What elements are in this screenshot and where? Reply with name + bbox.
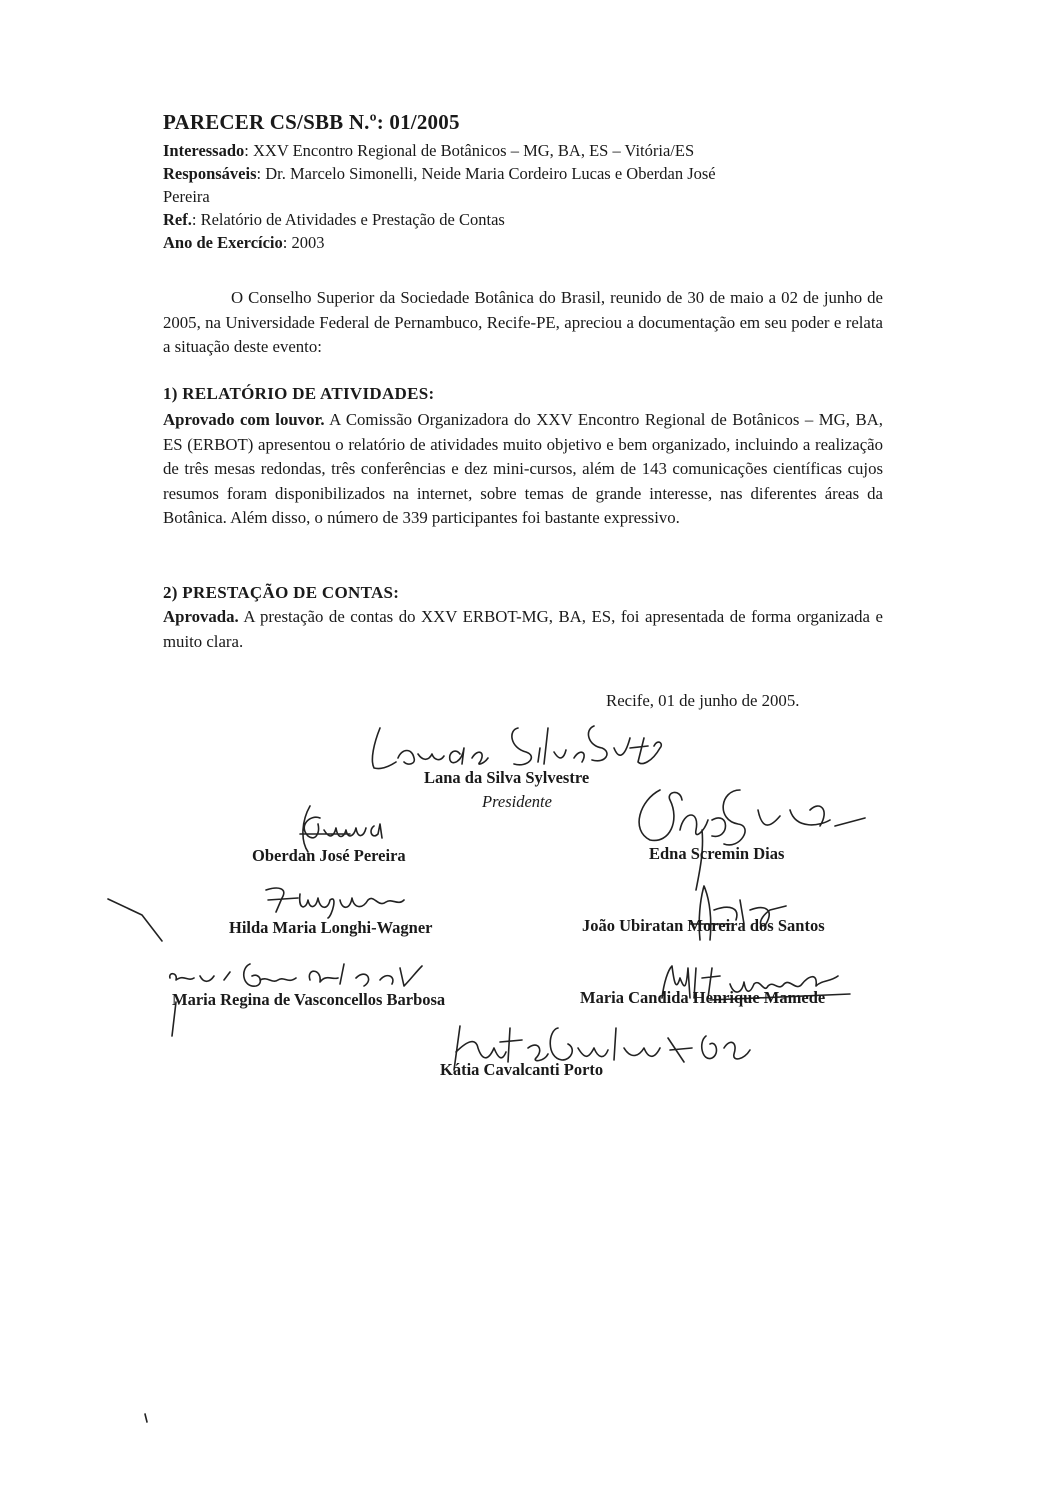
signatory-joao: João Ubiratan Moreira dos Santos [582,916,825,935]
signatory-hilda: Hilda Maria Longhi-Wagner [229,918,433,937]
section1-lead: Aprovado com louvor. [163,410,325,429]
responsaveis-line [163,163,716,185]
section1-paragraph [163,408,883,531]
responsaveis-label: Responsáveis [163,164,257,183]
interessado-line [163,140,694,162]
document-title: PARECER CS/SBB N.º: 01/2005 [163,110,460,134]
signatory-president-name: Lana da Silva Sylvestre [424,768,590,787]
signatory-katia: Kátia Cavalcanti Porto [440,1060,604,1079]
ref-value: : Relatório de Atividades e Prestação de Contas [191,210,505,229]
signatory-president-role: Presidente [482,792,552,811]
signatory-oberdan: Oberdan José Pereira [252,846,406,865]
section1-heading: 1) RELATÓRIO DE ATIVIDADES: [163,384,435,403]
signature-hilda [258,880,408,920]
date-line: Recife, 01 de junho de 2005. [606,691,800,710]
section1-body: A Comissão Organizadora do XXV Encontro Regional de Botânicos – MG, BA, ES (ERBOT) apresentou o relatório de atividades muito objetivo e bem organizado, incluindo a realização de três mesas redondas, três conferências e dez mini-cursos, além de 143 comunicações científicas cujos resumos foram disponibilizados na internet, sobre temas de grande interesse, nas diferentes áreas da Botânica. Além disso, o número de 339 participantes foi bastante expressivo. [163,410,883,527]
pen-stroke-mark [106,895,166,945]
signature-edna [620,770,870,890]
interessado-value: : XXV Encontro Regional de Botânicos – MG, BA, ES – Vitória/ES [244,141,695,160]
ref-line [163,209,505,231]
intro-paragraph: O Conselho Superior da Sociedade Botânica do Brasil, reunido de 30 de maio a 02 de junho de 2005, na Universidade Federal de Pernambuco, Recife-PE, apreciou a documentação em seu poder e relata a situação deste evento: [163,288,883,356]
signatory-maria-candida: Maria Candida Henrique Mamede [580,988,826,1007]
stray-mark [142,1412,152,1426]
interessado-label: Interessado [163,141,245,160]
responsaveis-value: : Dr. Marcelo Simonelli, Neide Maria Cordeiro Lucas e Oberdan José [256,164,716,183]
ano-line [163,232,324,254]
responsaveis-continuation: Pereira [163,187,210,206]
section2-heading: 2) PRESTAÇÃO DE CONTAS: [163,583,400,602]
signatory-edna: Edna Scremin Dias [649,844,785,863]
section2-paragraph [163,605,883,654]
section2-lead: Aprovada. [163,607,239,626]
ano-label: Ano de Exercício [163,233,283,252]
ano-value: : 2003 [282,233,325,252]
signatory-maria-regina: Maria Regina de Vasconcellos Barbosa [172,990,446,1009]
section2-body: A prestação de contas do XXV ERBOT-MG, BA, ES, foi apresentada de forma organizada e muito clara. [163,607,883,651]
ref-label: Ref. [163,210,192,229]
